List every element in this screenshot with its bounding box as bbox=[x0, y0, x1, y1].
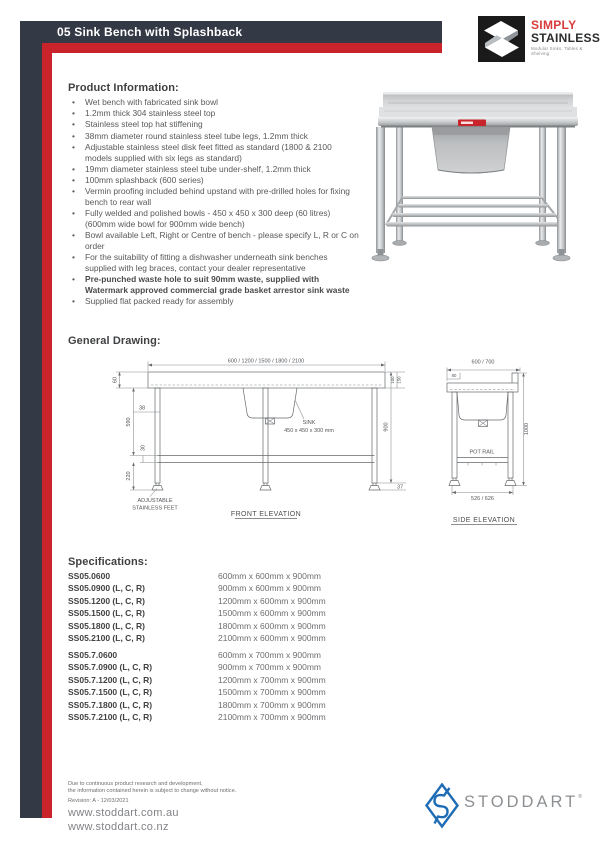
bullet-item bbox=[68, 186, 360, 208]
footer-disclaimer-line2: the information contained herein is subject to change without notice. bbox=[68, 788, 237, 794]
bullet-text: Wet bench with fabricated sink bowl bbox=[85, 97, 218, 107]
bullet-text: 19mm diameter stainless steel tube under-shelf, 1.2mm thick bbox=[85, 163, 311, 174]
front-width-dim: 600 / 1200 / 1500 / 1800 / 2100 bbox=[227, 358, 305, 365]
front-sink-size-label: 450 x 450 x 300 mm bbox=[284, 428, 334, 434]
footer-url-nz[interactable]: www.stoddart.co.nz bbox=[68, 821, 169, 833]
side-elevation-caption: SIDE ELEVATION bbox=[452, 517, 516, 524]
spec-model: SS05.7.1200 (L, C, R) bbox=[68, 674, 153, 685]
bullet-dot: • bbox=[72, 130, 75, 141]
spec-row bbox=[68, 583, 428, 595]
spec-row bbox=[68, 608, 428, 620]
spec-row bbox=[68, 662, 428, 674]
bullet-dot: • bbox=[72, 230, 75, 241]
front-dim-60: 60 bbox=[112, 376, 119, 384]
front-dim-100: 100 bbox=[390, 376, 395, 384]
spec-size: 600mm x 700mm x 900mm bbox=[218, 650, 321, 660]
bullet-text: Pre-punched waste hole to suit 90mm waste, supplied with Watermark approved commercial grade basket arrestor sink waste bbox=[85, 274, 350, 295]
header-accent-bar bbox=[42, 43, 442, 53]
spec-size: 600mm x 600mm x 900mm bbox=[218, 571, 321, 581]
spec-table-600 bbox=[68, 571, 428, 645]
spec-size: 1800mm x 700mm x 900mm bbox=[218, 699, 326, 710]
spec-size: 900mm x 600mm x 900mm bbox=[218, 583, 321, 594]
brand-stainless-text: STAINLESS bbox=[531, 31, 600, 45]
bullet-text: Fully welded and polished bowls - 450 x 450 x 300 deep (60 litres) (600mm wide bowl for 900mm wide bench) bbox=[85, 208, 331, 229]
bullet-dot: • bbox=[72, 186, 75, 197]
bullet-item bbox=[68, 131, 360, 142]
bullet-dot: • bbox=[72, 174, 75, 185]
side-pot-rail-label: POT RAIL bbox=[469, 449, 495, 456]
bullet-dot: • bbox=[72, 274, 75, 285]
spec-size: 1500mm x 600mm x 900mm bbox=[218, 608, 326, 619]
footer-url-au[interactable]: www.stoddart.com.au bbox=[68, 807, 179, 819]
bullet-text: 1.2mm thick 304 stainless steel top bbox=[85, 108, 216, 119]
spec-model: SS05.7.1800 (L, C, R) bbox=[68, 699, 153, 710]
brand-tagline: Modular Sinks, Tables & Shelving bbox=[531, 46, 583, 56]
simply-stainless-mark-icon bbox=[478, 16, 525, 62]
bullet-text: For the suitability of fitting a dishwasher underneath sink benches supplied with leg braces, contact your dealer representative bbox=[85, 252, 328, 273]
page-title: 05 Sink Bench with Splashback bbox=[57, 25, 243, 39]
bullet-text: Vermin proofing included behind upstand with pre-drilled holes for fixing bench to rear wall bbox=[85, 186, 350, 207]
front-dim-590: 590 bbox=[126, 417, 132, 427]
spec-row bbox=[68, 700, 428, 712]
spec-size: 2100mm x 600mm x 900mm bbox=[218, 632, 326, 643]
side-dim-1000: 1000 bbox=[524, 422, 530, 436]
simply-stainless-logo bbox=[478, 16, 600, 64]
spec-model: SS05.0600 bbox=[68, 571, 111, 581]
product-photo-image bbox=[358, 68, 590, 268]
bullet-item bbox=[68, 97, 360, 108]
spec-row bbox=[68, 596, 428, 608]
spec-model: SS05.7.2100 (L, C, R) bbox=[68, 711, 153, 722]
bullet-item bbox=[68, 119, 360, 130]
bullet-dot: • bbox=[72, 208, 75, 219]
left-dark-bar bbox=[20, 21, 42, 818]
brand-simply-text: SIMPLY bbox=[531, 18, 577, 32]
bullet-dot: • bbox=[72, 119, 75, 130]
spec-model: SS05.7.1500 (L, C, R) bbox=[68, 687, 153, 698]
bullet-dot: • bbox=[72, 141, 75, 152]
front-dim-30: 30 bbox=[140, 444, 147, 452]
spec-model: SS05.7.0900 (L, C, R) bbox=[68, 662, 153, 673]
front-dim-38: 38 bbox=[138, 405, 146, 412]
spec-size: 900mm x 700mm x 900mm bbox=[218, 662, 321, 673]
bullet-dot: • bbox=[72, 296, 75, 307]
bullet-text: Stainless steel top hat stiffening bbox=[85, 119, 203, 130]
bullet-dot: • bbox=[72, 108, 75, 119]
spec-table-700 bbox=[68, 650, 428, 724]
bullet-item bbox=[68, 230, 360, 252]
spec-model: SS05.1800 (L, C, R) bbox=[68, 620, 146, 631]
spec-row bbox=[68, 712, 428, 724]
bullet-dot: • bbox=[72, 163, 75, 174]
bullet-text: 38mm diameter round stainless steel tube legs, 1.2mm thick bbox=[85, 130, 308, 141]
spec-model: SS05.7.0600 bbox=[68, 650, 118, 660]
bullet-text: Bowl available Left, Right or Centre of bench - please specify L, R or C on order bbox=[85, 230, 359, 251]
spec-row bbox=[68, 675, 428, 687]
spec-size: 2100mm x 700mm x 900mm bbox=[218, 711, 326, 722]
front-feet-label-2: STAINLESS FEET bbox=[132, 505, 178, 512]
registered-trademark-symbol: ® bbox=[578, 794, 583, 800]
spec-size: 1500mm x 700mm x 900mm bbox=[218, 687, 326, 698]
spec-row bbox=[68, 687, 428, 699]
bullet-text: Supplied flat packed ready for assembly bbox=[85, 296, 234, 307]
spec-size: 1800mm x 600mm x 900mm bbox=[218, 620, 326, 631]
front-feet-label-1: ADJUSTABLE bbox=[137, 498, 173, 504]
bullet-item bbox=[68, 274, 360, 296]
bullet-item bbox=[68, 208, 360, 230]
bullet-dot: • bbox=[72, 97, 75, 107]
front-dim-900: 900 bbox=[383, 422, 390, 432]
product-info-list bbox=[68, 97, 360, 307]
spec-size: 1200mm x 700mm x 900mm bbox=[218, 674, 326, 685]
front-sink-label: SINK bbox=[302, 420, 316, 426]
bullet-text: Adjustable stainless steel disk feet fitted as standard (1800 & 2100 models supplied with six legs as standard) bbox=[85, 141, 332, 163]
spec-model: SS05.0900 (L, C, R) bbox=[68, 583, 146, 594]
front-elevation-caption: FRONT ELEVATION bbox=[230, 511, 302, 518]
spec-model: SS05.2100 (L, C, R) bbox=[68, 632, 146, 643]
front-dim-220: 220 bbox=[126, 471, 132, 481]
side-elevation-drawing bbox=[447, 360, 530, 525]
bullet-item bbox=[68, 142, 360, 164]
product-info-heading: Product Information: bbox=[68, 82, 179, 94]
front-elevation-drawing bbox=[113, 359, 407, 519]
bullet-item bbox=[68, 164, 360, 175]
spec-model: SS05.1500 (L, C, R) bbox=[68, 608, 146, 619]
bullet-item bbox=[68, 108, 360, 119]
stoddart-wordmark: STODDART bbox=[464, 793, 579, 811]
bullet-item bbox=[68, 296, 360, 307]
bullet-item bbox=[68, 175, 360, 186]
stoddart-logo bbox=[424, 782, 594, 830]
spec-row bbox=[68, 571, 428, 583]
front-dim-37: 37 bbox=[396, 484, 404, 491]
bullet-item bbox=[68, 252, 360, 274]
spec-model: SS05.1200 (L, C, R) bbox=[68, 595, 146, 606]
side-dim-80: 80 bbox=[451, 373, 457, 378]
left-red-bar bbox=[42, 43, 52, 818]
stoddart-mark-icon bbox=[424, 782, 460, 829]
general-drawing-heading: General Drawing: bbox=[68, 335, 161, 347]
footer-disclaimer-line1: Due to continuous product research and development, bbox=[68, 781, 203, 787]
spec-row bbox=[68, 633, 428, 645]
specifications-heading: Specifications: bbox=[68, 556, 148, 568]
technical-drawing bbox=[100, 352, 560, 532]
bullet-dot: • bbox=[72, 252, 75, 263]
front-dim-150: 150 bbox=[396, 376, 402, 384]
side-width-dim: 600 / 700 bbox=[471, 359, 495, 366]
footer-revision: Revision: A - 12/03/2021 bbox=[68, 797, 129, 804]
bullet-text: 100mm splashback (600 series) bbox=[85, 174, 204, 185]
spec-size: 1200mm x 600mm x 900mm bbox=[218, 595, 326, 606]
side-base-dim: 526 / 626 bbox=[471, 496, 494, 502]
spec-row bbox=[68, 650, 428, 662]
spec-row bbox=[68, 621, 428, 633]
